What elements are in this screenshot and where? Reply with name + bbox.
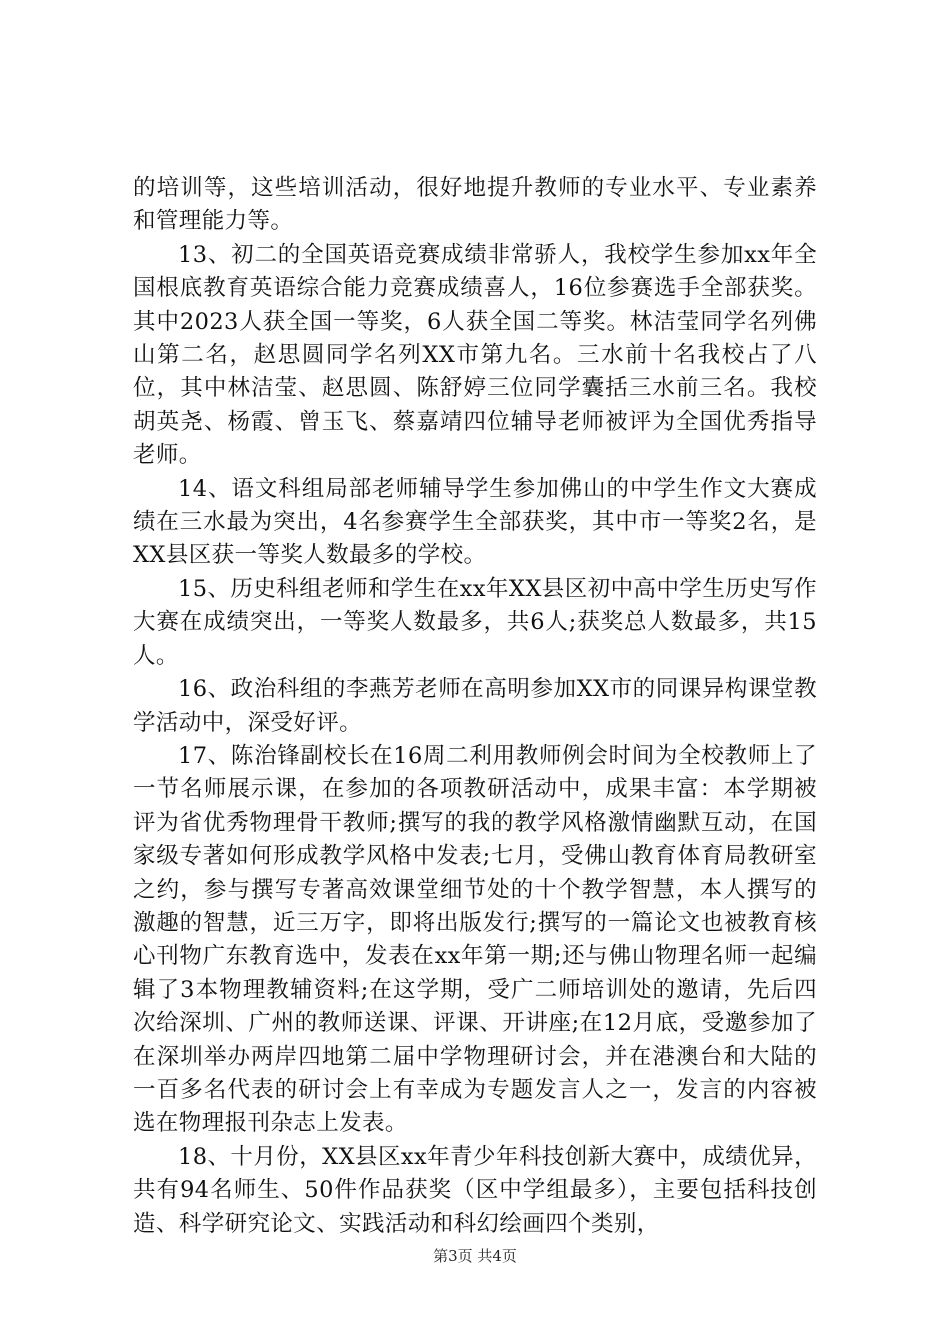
paragraph-17: 17、陈治锋副校长在16周二利用教师例会时间为全校教师上了一节名师展示课，在参加的各项教研活动中，成果丰富：本学期被评为省优秀物理骨干教师;撰写的我的教学风格激情幽默互动，在国家级专著如何形成教学风格中发表;七月，受佛山教育体育局教研室之约，参与撰写专著高效课堂细节处的十个教学智慧，本人撰写的激趣的智慧，近三万字，即将出版发行;撰写的一篇论文也被教育核心刊物广东教育选中，发表在xx年第一期;还与佛山物理名师一起编辑了3本物理教辅资料;在这学期，受广二师培训处的邀请，先后四次给深圳、广州的教师送课、评课、开讲座;在12月底，受邀参加了在深圳举办两岸四地第二届中学物理研讨会，并在港澳台和大陆的一百多名代表的研讨会上有幸成为专题发言人之一，发言的内容被选在物理报刊杂志上发表。 — [133, 742, 817, 1137]
document-body — [133, 172, 817, 1241]
paragraph-16: 16、政治科组的李燕芳老师在高明参加XX市的同课异构课堂教学活动中，深受好评。 — [133, 676, 817, 736]
paragraph-continuation: 的培训等，这些培训活动，很好地提升教师的专业水平、专业素养和管理能力等。 — [133, 175, 817, 235]
paragraph-14: 14、语文科组局部老师辅导学生参加佛山的中学生作文大赛成绩在三水最为突出，4名参赛学生全部获奖，其中市一等奖2名，是XX县区获一等奖人数最多的学校。 — [133, 475, 817, 569]
page-footer: 第3页 共4页 — [433, 1247, 517, 1265]
paragraph-13: 13、初二的全国英语竞赛成绩非常骄人，我校学生参加xx年全国根底教育英语综合能力竞赛成绩喜人，16位参赛选手全部获奖。其中2023人获全国一等奖，6人获全国二等奖。林洁莹同学名列佛山第二名，赵思圆同学名列XX市第九名。三水前十名我校占了八位，其中林洁莹、赵思圆、陈舒婷三位同学囊括三水前三名。我校胡英尧、杨霞、曾玉飞、蔡嘉靖四位辅导老师被评为全国优秀指导老师。 — [133, 241, 817, 469]
paragraph-15: 15、历史科组老师和学生在xx年XX县区初中高中学生历史写作大赛在成绩突出，一等奖人数最多，共6人;获奖总人数最多，共15人。 — [133, 575, 817, 669]
paragraph-18: 18、十月份，XX县区xx年青少年科技创新大赛中，成绩优异，共有94名师生、50件作品获奖（区中学组最多），主要包括科技创造、科学研究论文、实践活动和科幻绘画四个类别， — [133, 1143, 817, 1237]
